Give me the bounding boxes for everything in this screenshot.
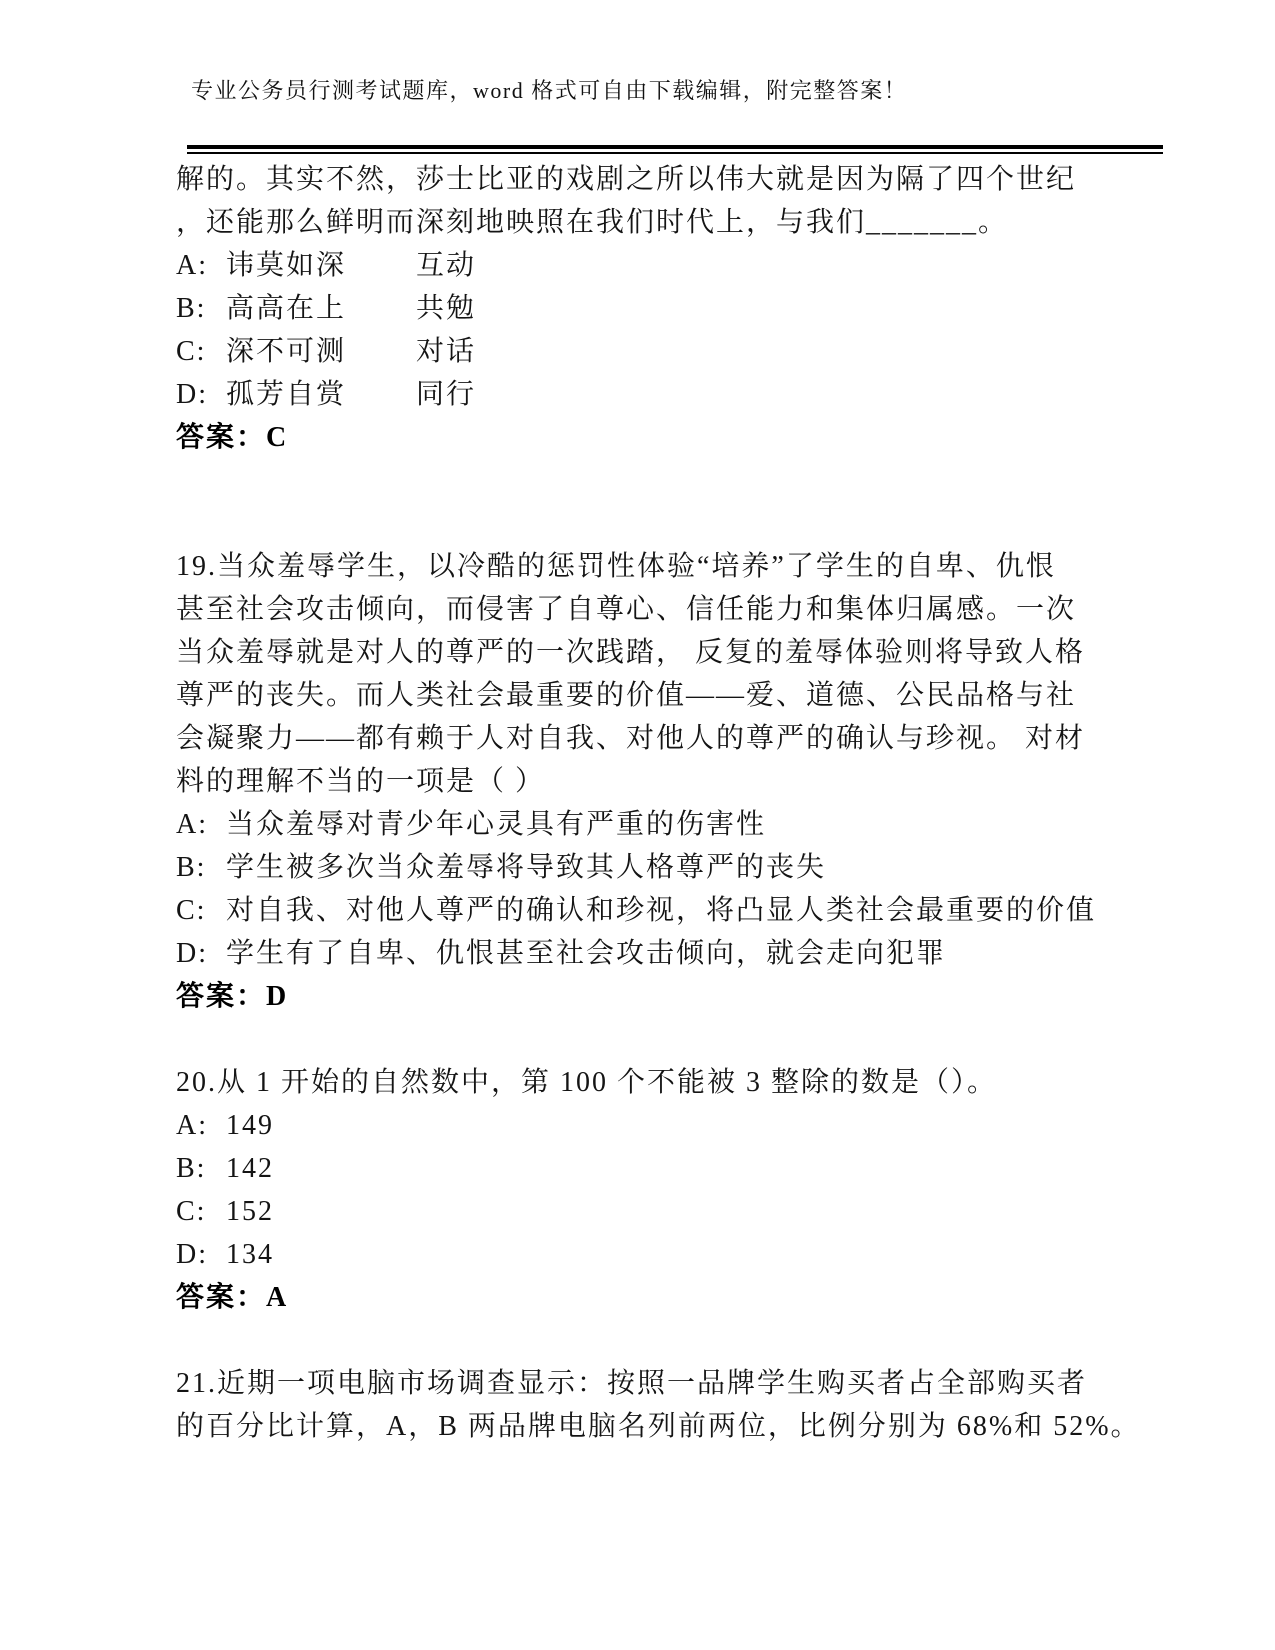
question-text-line: 解的。其实不然，莎士比亚的戏剧之所以伟大就是因为隔了四个世纪 bbox=[176, 164, 1077, 195]
block-spacer bbox=[176, 1018, 1136, 1061]
option-row-b bbox=[176, 1147, 1136, 1190]
option-key: C: bbox=[176, 1196, 207, 1227]
answer-line bbox=[176, 416, 1136, 459]
answer-value: A bbox=[266, 1282, 289, 1313]
option-key: B: bbox=[176, 1153, 207, 1184]
question-text-line: 料的理解不当的一项是（ ） bbox=[176, 766, 546, 797]
option-key: D: bbox=[176, 379, 208, 410]
option-text: 142 bbox=[226, 1153, 274, 1184]
question-21-block bbox=[176, 1362, 1141, 1448]
question-text-line: 当众羞辱就是对人的尊严的一次践踏， 反复的羞辱体验则将导致人格 bbox=[176, 637, 1086, 668]
option-row-a bbox=[176, 1104, 1136, 1147]
question-19-block bbox=[176, 545, 1136, 1018]
question-text-line: 的百分比计算，A，B 两品牌电脑名列前两位，比例分别为 68%和 52%。 bbox=[176, 1411, 1141, 1442]
option-key: B: bbox=[176, 852, 207, 883]
option-row-d bbox=[176, 932, 1136, 975]
option-row-c bbox=[176, 330, 1136, 373]
answer-value: C bbox=[266, 422, 289, 453]
question-text-line: 尊严的丧失。而人类社会最重要的价值——爱、道德、公民品格与社 bbox=[176, 680, 1077, 711]
answer-label: 答案： bbox=[176, 1282, 267, 1313]
option-key: A: bbox=[176, 1110, 208, 1141]
document-content bbox=[176, 158, 1141, 1448]
option-text: 149 bbox=[226, 1110, 274, 1141]
option-key: A: bbox=[176, 809, 208, 840]
option-row-a bbox=[176, 244, 1136, 287]
question-text-line: 甚至社会攻击倾向，而侵害了自尊心、信任能力和集体归属感。一次 bbox=[176, 594, 1077, 625]
option-key: C: bbox=[176, 895, 207, 926]
answer-line bbox=[176, 1276, 1136, 1319]
option-text: 134 bbox=[226, 1239, 274, 1270]
answer-label: 答案： bbox=[176, 422, 267, 453]
option-row-b bbox=[176, 287, 1136, 330]
option-key: B: bbox=[176, 293, 207, 324]
option-text: 学生被多次当众羞辱将导致其人格尊严的丧失 bbox=[226, 852, 827, 883]
option-key: D: bbox=[176, 1239, 208, 1270]
page-header-note: 专业公务员行测考试题库，word 格式可自由下载编辑，附完整答案！ bbox=[191, 78, 908, 103]
option-key: A: bbox=[176, 250, 208, 281]
option-row-d bbox=[176, 1233, 1136, 1276]
option-row-c bbox=[176, 1190, 1136, 1233]
option-text: 学生有了自卑、仇恨甚至社会攻击倾向，就会走向犯罪 bbox=[226, 938, 947, 969]
option-word-second: 互动 bbox=[416, 250, 477, 281]
option-key: C: bbox=[176, 336, 207, 367]
block-spacer bbox=[176, 459, 1136, 545]
option-text: 对自我、对他人尊严的确认和珍视，将凸显人类社会最重要的价值 bbox=[226, 895, 1097, 926]
option-row-c bbox=[176, 889, 1136, 932]
option-word-first: 孤芳自赏 bbox=[226, 379, 347, 410]
option-text: 当众羞辱对青少年心灵具有严重的伤害性 bbox=[226, 809, 767, 840]
option-word-second: 共勉 bbox=[416, 293, 477, 324]
question-18-block bbox=[176, 158, 1136, 459]
answer-line bbox=[176, 975, 1136, 1018]
option-row-b bbox=[176, 846, 1136, 889]
question-text-line: 19.当众羞辱学生，以冷酷的惩罚性体验“培养”了学生的自卑、仇恨 bbox=[176, 551, 1056, 582]
option-word-second: 对话 bbox=[416, 336, 477, 367]
option-key: D: bbox=[176, 938, 208, 969]
question-text-line: 21.近期一项电脑市场调查显示：按照一品牌学生购买者占全部购买者 bbox=[176, 1368, 1088, 1399]
option-word-first: 讳莫如深 bbox=[226, 250, 347, 281]
option-row-d bbox=[176, 373, 1136, 416]
option-word-first: 深不可测 bbox=[226, 336, 347, 367]
question-20-block bbox=[176, 1061, 1136, 1319]
question-text-line: 会凝聚力——都有赖于人对自我、对他人的尊严的确认与珍视。 对材 bbox=[176, 723, 1086, 754]
option-row-a bbox=[176, 803, 1136, 846]
answer-label: 答案： bbox=[176, 981, 267, 1012]
header-divider-rule bbox=[187, 145, 1163, 154]
question-text-line: 20.从 1 开始的自然数中，第 100 个不能被 3 整除的数是（）。 bbox=[176, 1067, 998, 1098]
block-spacer bbox=[176, 1319, 1136, 1362]
option-word-second: 同行 bbox=[416, 379, 477, 410]
option-text: 152 bbox=[226, 1196, 274, 1227]
question-text-line: ，还能那么鲜明而深刻地映照在我们时代上，与我们_______。 bbox=[176, 207, 1009, 238]
option-word-first: 高高在上 bbox=[226, 293, 347, 324]
answer-value: D bbox=[266, 981, 289, 1012]
